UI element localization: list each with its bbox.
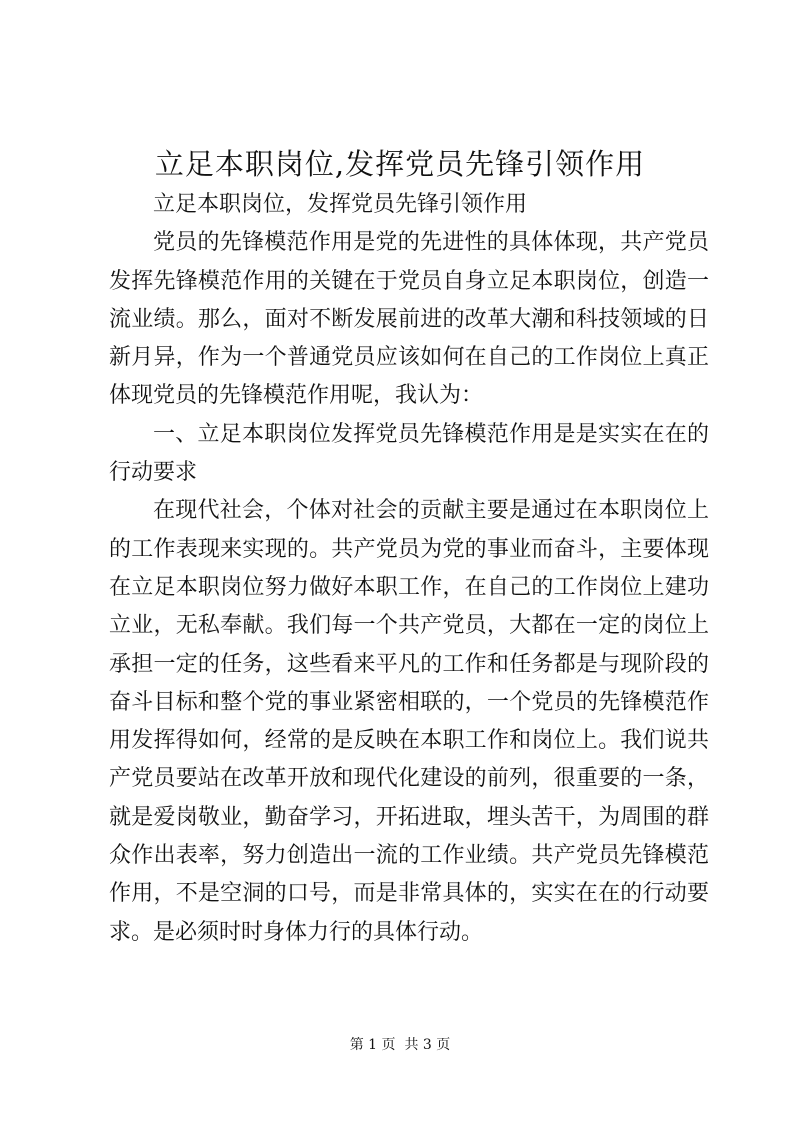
body-paragraph: 在现代社会，个体对社会的贡献主要是通过在本职岗位上的工作表现来实现的。共产党员为党的事业而奋斗，主要体现在立足本职岗位努力做好本职工作，在自己的工作岗位上建功立业，无私奉献。我们每一个共产党员，大都在一定的岗位上承担一定的任务，这些看来平凡的工作和任务都是与现阶段的奋斗目标和整个党的事业紧密相联的，一个党员的先锋模范作用发挥得如何，经常的是反映在本职工作和岗位上。我们说共产党员要站在改革开放和现代化建设的前列，很重要的一条，就是爱岗敬业，勤奋学习，开拓进取，埋头苦干，为周围的群众作出表率，努力创造出一流的工作业绩。共产党员先锋模范作用，不是空洞的口号，而是非常具体的，实实在在的行动要求。是必须时时身体力行的具体行动。	[109, 498, 709, 945]
subtitle-paragraph: 立足本职岗位，发挥党员先锋引领作用	[153, 192, 528, 217]
section-heading-1: 一、立足本职岗位发挥党员先锋模范作用是是实实在在的行动要求	[109, 421, 709, 486]
document-title: 立足本职岗位,发挥党员先锋引领作用	[154, 147, 646, 181]
document-body	[109, 186, 709, 952]
page-footer	[0, 1035, 800, 1055]
page-number: 第 1 页 共 3 页	[349, 1037, 451, 1053]
intro-paragraph: 党员的先锋模范作用是党的先进性的具体体现，共产党员发挥先锋模范作用的关键在于党员自身立足本职岗位，创造一流业绩。那么，面对不断发展前进的改革大潮和科技领域的日新月异，作为一个普通党员应该如何在自己的工作岗位上真正体现党员的先锋模范作用呢，我认为：	[109, 230, 709, 409]
